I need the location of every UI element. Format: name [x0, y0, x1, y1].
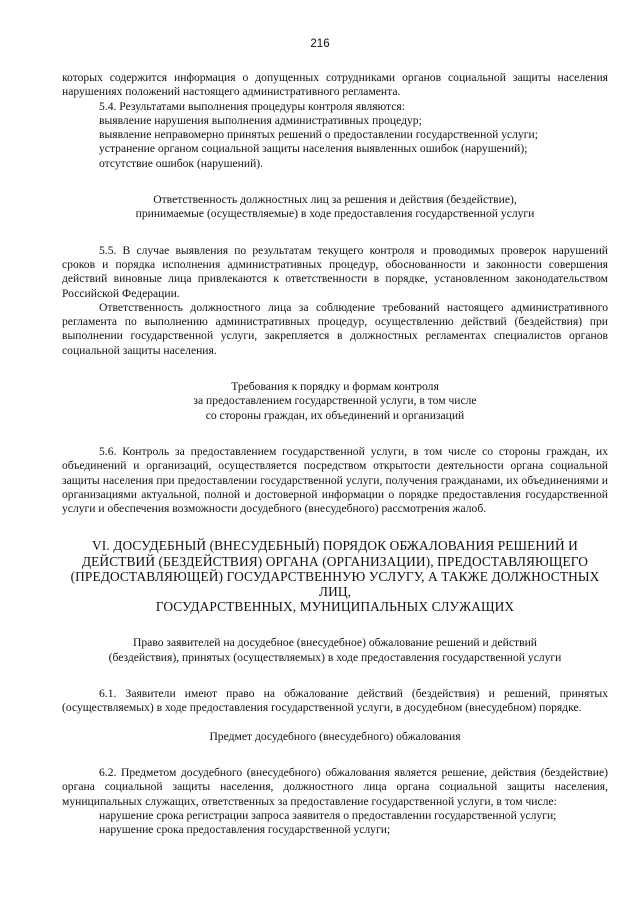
paragraph: Ответственность должностного лица за соблюдение требований настоящего административного регламента по выполнению административных процедур, осуществлению действий (бездействия) при выполнении государственной услуги, закрепляется в должностных регламентах специалистов органов социальной защиты населения.: [62, 300, 608, 357]
paragraph: 5.5. В случае выявления по результатам текущего контроля и проводимых проверок нарушений сроков и порядка исполнения административных процедур, обоснованности и законности совершения действий виновные лица привлекаются к ответственности в порядке, установленном законодательством Российской Федерации.: [62, 243, 608, 300]
page-number: 216: [310, 38, 330, 50]
chapter-heading: VI. ДОСУДЕБНЫЙ (ВНЕСУДЕБНЫЙ) ПОРЯДОК ОБЖАЛОВАНИЯ РЕШЕНИЙ И ДЕЙСТВИЙ (БЕЗДЕЙСТВИЯ) ОРГАНА (ОРГАНИЗАЦИИ), ПРЕДОСТАВЛЯЮЩЕГО (ПРЕДОСТАВЛЯЮЩЕЙ) ГОСУДАРСТВЕННУЮ УСЛУГУ, А ТАКЖЕ ДОЛЖНОСТНЫХ ЛИЦ, ГОСУДАРСТВЕННЫХ, МУНИЦИПАЛЬНЫХ СЛУЖАЩИХ: [70, 538, 600, 615]
section-heading: Право заявителей на досудебное (внесудебное) обжалование решений и действий (бездействия), принятых (осуществляемых) в ходе предоставления государственной услуги: [108, 636, 562, 664]
list-item: нарушение срока регистрации запроса заявителя о предоставлении государственной услуги;: [99, 808, 557, 822]
list-item: устранение органом социальной защиты населения выявленных ошибок (нарушений);: [99, 142, 528, 156]
list-item: отсутствие ошибок (нарушений).: [99, 156, 264, 170]
list-item: выявление нарушения выполнения административных процедур;: [99, 113, 422, 127]
paragraph: которых содержится информация о допущенных сотрудниками органов социальной защиты населения нарушениях положений настоящего административного регламента.: [62, 71, 608, 99]
section-heading: Требования к порядку и формам контроля за предоставлением государственной услуги, в том числе со стороны граждан, их объединений и организаций: [193, 380, 477, 422]
paragraph: 6.2. Предметом досудебного (внесудебного) обжалования является решение, действия (бездействие) органа социальной защиты населения, должностного лица органа социальной защиты населения, муниципальных служащих, ответственных за предоставление государственной услуги, в том числе:: [62, 765, 608, 808]
document-body: [62, 71, 608, 837]
paragraph: 5.6. Контроль за предоставлением государственной услуги, в том числе со стороны граждан, их объединений и организаций, осуществляется посредством открытости деятельности органа социальной защиты населения при предоставлении государственной услуги, получения гражданами, их объединениями и организациями актуальной, полной и достоверной информации о порядке предоставления государственной услуги и обеспечения возможности досудебного (внесудебного) рассмотрения жалоб.: [62, 444, 608, 516]
list-item: выявление неправомерно принятых решений о предоставлении государственной услуги;: [99, 128, 538, 142]
paragraph: 5.4. Результатами выполнения процедуры контроля являются:: [99, 99, 405, 113]
section-heading: Ответственность должностных лиц за решения и действия (бездействие), принимаемые (осуществляемые) в ходе предоставления государственной услуги: [135, 193, 535, 221]
section-heading: Предмет досудебного (внесудебного) обжалования: [209, 729, 461, 743]
list-item: нарушение срока предоставления государственной услуги;: [99, 823, 391, 837]
paragraph: 6.1. Заявители имеют право на обжалование действий (бездействия) и решений, принятых (осуществляемых) в ходе предоставления государственной услуги, в досудебном (внесудебном) порядке.: [62, 687, 608, 715]
